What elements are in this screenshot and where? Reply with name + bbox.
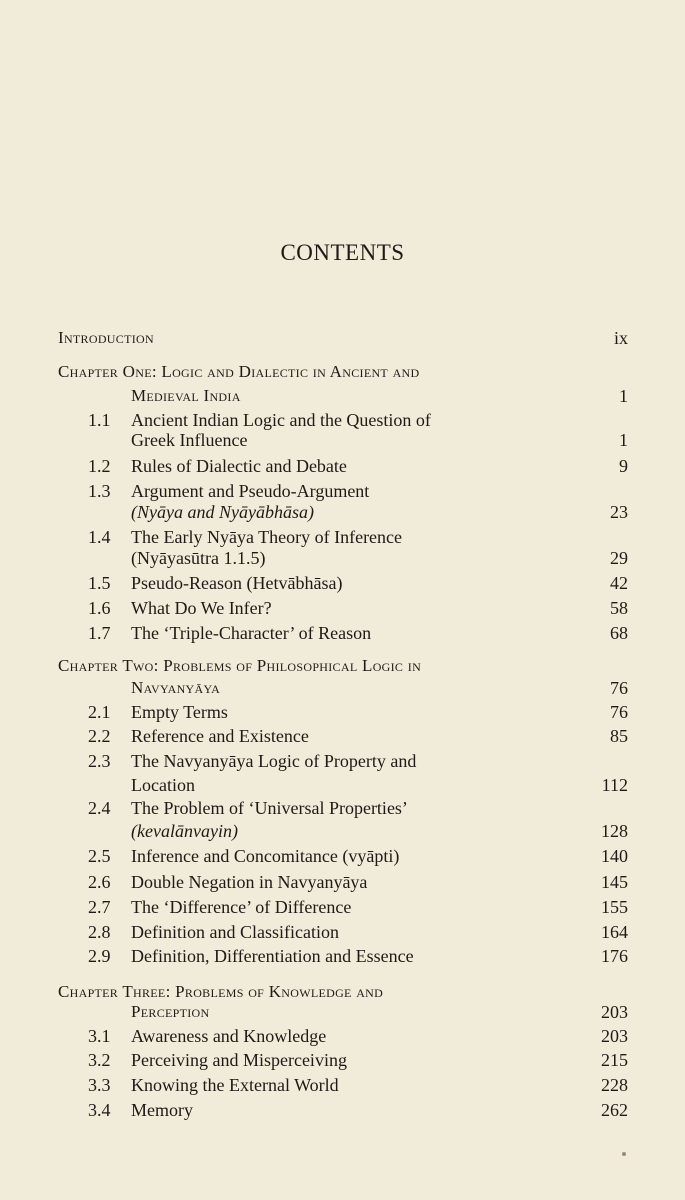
section-title: (Nyāyasūtra 1.1.5) — [131, 548, 266, 568]
section-title: Memory — [131, 1100, 193, 1120]
toc-page-number: 176 — [601, 946, 628, 966]
section-title: The Early Nyāya Theory of Inference — [131, 527, 403, 547]
section-title: What Do We Infer? — [131, 598, 272, 618]
toc-entry-1-2 — [0, 454, 685, 478]
toc-entry-2-5 — [0, 844, 685, 868]
toc-entry-2-8 — [0, 920, 685, 944]
toc-page-number: 85 — [610, 726, 628, 746]
toc-entry-1-4-cont — [0, 546, 685, 570]
toc-entry-2-3 — [0, 749, 685, 773]
section-title: Inference and Concomitance (vyāpti) — [131, 846, 400, 866]
toc-page-number: 203 — [601, 1026, 628, 1046]
section-number: 2.7 — [88, 897, 111, 917]
toc-page-number: 262 — [601, 1100, 628, 1120]
section-title: Reference and Existence — [131, 726, 309, 746]
toc-page-number: 203 — [601, 1002, 628, 1022]
toc-entry-1-7 — [0, 621, 685, 645]
toc-entry-3-1 — [0, 1024, 685, 1048]
toc-entry-1-5 — [0, 571, 685, 595]
toc-entry-2-1 — [0, 700, 685, 724]
section-number: 3.2 — [88, 1050, 111, 1070]
section-title: Pseudo-Reason (Hetvābhāsa) — [131, 573, 343, 593]
paper-speck — [622, 1152, 626, 1156]
toc-entry-2-9 — [0, 944, 685, 968]
section-number: 2.5 — [88, 846, 111, 866]
toc-page-number: 1 — [619, 430, 628, 450]
toc-entry-2-2 — [0, 724, 685, 748]
section-number: 1.3 — [88, 481, 111, 501]
toc-entry-1-3-cont — [0, 500, 685, 524]
page-title: CONTENTS — [280, 240, 405, 265]
section-number: 1.1 — [88, 410, 111, 430]
section-title: The Problem of ‘Universal Properties’ — [131, 798, 408, 818]
toc-entry-3-4 — [0, 1098, 685, 1122]
toc-page-number: 23 — [610, 502, 628, 522]
toc-chapter-two-heading — [0, 654, 685, 678]
section-title: Awareness and Knowledge — [131, 1026, 327, 1046]
toc-heading: Navyanyāya — [131, 678, 221, 697]
toc-entry-3-2 — [0, 1048, 685, 1072]
toc-entry-2-4 — [0, 796, 685, 820]
toc-entry-2-3-cont — [0, 773, 685, 797]
section-number: 1.4 — [88, 527, 111, 547]
toc-page-number: 140 — [601, 846, 628, 866]
section-number: 2.9 — [88, 946, 111, 966]
toc-page-number: 9 — [619, 456, 628, 476]
toc-page-number: 1 — [619, 386, 628, 406]
section-number: 3.1 — [88, 1026, 111, 1046]
toc-heading: Chapter One: Logic and Dialectic in Ancient and — [58, 362, 420, 381]
toc-page-number: 128 — [601, 821, 628, 841]
toc-heading: Chapter Three: Problems of Knowledge and — [58, 982, 384, 1001]
section-title: The ‘Triple-Character’ of Reason — [131, 623, 372, 643]
section-number: 2.6 — [88, 872, 111, 892]
toc-entry-introduction — [0, 326, 685, 350]
section-title: Double Negation in Navyanyāya — [131, 872, 368, 892]
toc-entry-3-3 — [0, 1073, 685, 1097]
section-title: Argument and Pseudo-Argument — [131, 481, 370, 501]
toc-page-number: 228 — [601, 1075, 628, 1095]
section-title: Knowing the External World — [131, 1075, 339, 1095]
toc-entry-2-4-cont — [0, 819, 685, 843]
section-title: Greek Influence — [131, 430, 248, 450]
toc-heading: Introduction — [58, 328, 154, 347]
section-title: Rules of Dialectic and Debate — [131, 456, 347, 476]
section-number: 2.3 — [88, 751, 111, 771]
section-title: (Nyāya and Nyāyābhāsa) — [131, 502, 314, 522]
section-title: Ancient Indian Logic and the Question of — [131, 410, 431, 430]
section-number: 2.4 — [88, 798, 111, 818]
section-number: 1.6 — [88, 598, 111, 618]
toc-entry-2-6 — [0, 870, 685, 894]
section-number: 3.3 — [88, 1075, 111, 1095]
toc-page-number: 164 — [601, 922, 628, 942]
toc-entry-2-7 — [0, 895, 685, 919]
toc-page-number: 58 — [610, 598, 628, 618]
toc-page-number: 155 — [601, 897, 628, 917]
section-title: The Navyanyāya Logic of Property and — [131, 751, 417, 771]
section-title: The ‘Difference’ of Difference — [131, 897, 352, 917]
toc-page-number: 42 — [610, 573, 628, 593]
toc-heading: Perception — [131, 1002, 210, 1021]
section-number: 1.5 — [88, 573, 111, 593]
toc-heading: Chapter Two: Problems of Philosophical Logic in — [58, 656, 422, 675]
section-number: 2.1 — [88, 702, 111, 722]
section-title: Location — [131, 775, 195, 795]
toc-page-number: 76 — [610, 678, 628, 698]
toc-page-number: 145 — [601, 872, 628, 892]
section-number: 1.2 — [88, 456, 111, 476]
toc-page-number: 29 — [610, 548, 628, 568]
toc-chapter-one-heading-cont — [0, 384, 685, 408]
toc-page-number: 76 — [610, 702, 628, 722]
toc-page-number: ix — [613, 328, 628, 348]
section-title: Definition, Differentiation and Essence — [131, 946, 414, 966]
toc-chapter-two-heading-cont — [0, 676, 685, 700]
section-title: Definition and Classification — [131, 922, 339, 942]
toc-chapter-one-heading — [0, 360, 685, 384]
section-number: 2.8 — [88, 922, 111, 942]
section-title: Empty Terms — [131, 702, 228, 722]
section-title: (kevalānvayin) — [131, 821, 238, 841]
section-title: Perceiving and Misperceiving — [131, 1050, 347, 1070]
toc-entry-1-1-cont — [0, 428, 685, 452]
toc-heading: Medieval India — [131, 386, 241, 405]
toc-page-number: 68 — [610, 623, 628, 643]
section-number: 2.2 — [88, 726, 111, 746]
section-number: 1.7 — [88, 623, 111, 643]
toc-page-number: 215 — [601, 1050, 628, 1070]
toc-chapter-three-heading-cont — [0, 1000, 685, 1024]
section-number: 3.4 — [88, 1100, 111, 1120]
toc-entry-1-6 — [0, 596, 685, 620]
toc-page-number: 112 — [601, 775, 628, 795]
